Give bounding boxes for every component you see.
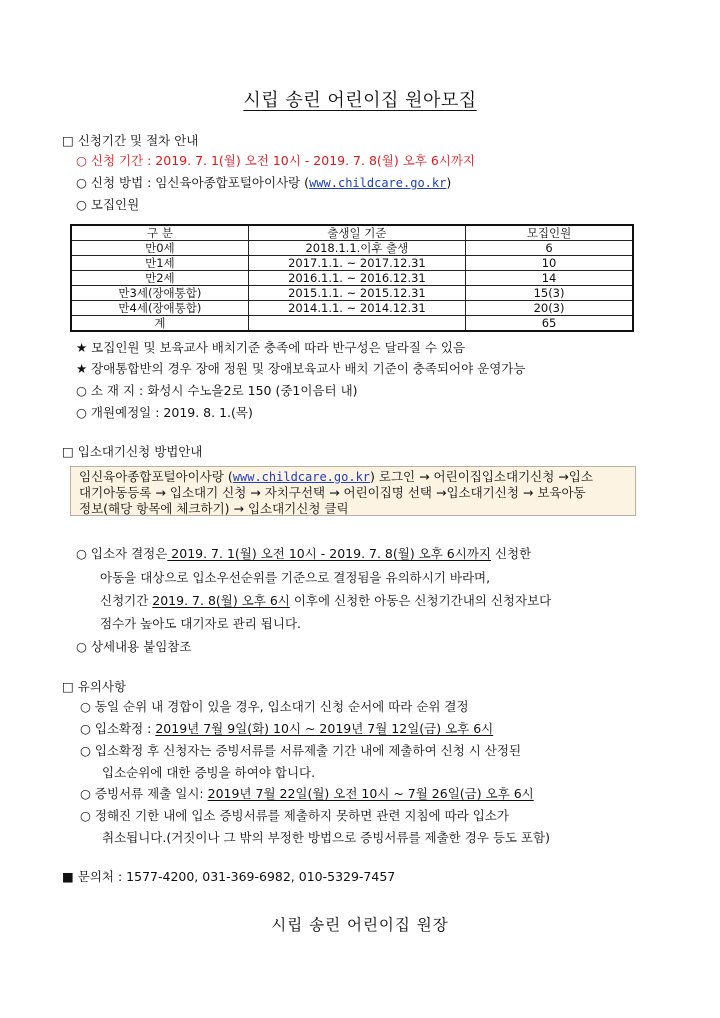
decision-period: 2019. 7. 1(월) 오전 10시 - 2019. 7. 8(월) 오후 6시까지 bbox=[167, 546, 491, 561]
application-period: ○ 신청 기간 : 2019. 7. 1(월) 오전 10시 - 2019. 7. 8(월) 오후 6시까지 bbox=[76, 153, 476, 168]
caution-item-2 bbox=[80, 721, 493, 737]
table-cell: 10 bbox=[466, 256, 633, 271]
section-header-cautions: □ 유의사항 bbox=[62, 679, 127, 694]
procedure-line-2: 대기아동등록 → 입소대기 신청 → 자치구선택 → 어린이집명 선택 →입소대기신청 → 보육아동 bbox=[79, 485, 586, 500]
decision-line3-suffix: 이후에 신청한 아동은 신청기간내의 신청자보다 bbox=[289, 593, 552, 608]
signature: 시립 송린 어린이집 원장 bbox=[271, 916, 449, 934]
caution-item-3: ○ 입소확정 후 신청자는 증빙서류를 서류제출 기간 내에 제출하여 신청 시 산정된 bbox=[80, 743, 522, 758]
method-prefix: ○ 신청 방법 : 임신육아종합포털아이사랑 ( bbox=[76, 175, 310, 190]
table-cell: 15(3) bbox=[466, 286, 633, 301]
table-cell: 만1세 bbox=[71, 256, 248, 271]
table-row bbox=[71, 271, 633, 286]
table-cell: 14 bbox=[466, 271, 633, 286]
decision-line-1 bbox=[76, 546, 531, 562]
table-row bbox=[71, 301, 633, 316]
recruit-label: ○ 모집인원 bbox=[76, 197, 140, 212]
location: ○ 소 재 지 : 화성시 수노을2로 150 (중1이음터 내) bbox=[76, 383, 358, 398]
table-header: 모집인원 bbox=[466, 225, 633, 241]
decision-prefix: ○ 입소자 결정은 bbox=[76, 546, 168, 561]
table-row bbox=[71, 241, 633, 256]
table-cell: 6 bbox=[466, 241, 633, 256]
childcare-link[interactable]: www.childcare.go.kr bbox=[232, 470, 371, 484]
confirm-prefix: ○ 입소확정 : bbox=[80, 721, 156, 736]
application-method bbox=[76, 175, 451, 191]
table-cell: 만3세(장애통합) bbox=[71, 286, 248, 301]
page-title: 시립 송린 어린이집 원아모집 bbox=[243, 90, 477, 111]
table-cell: 20(3) bbox=[466, 301, 633, 316]
table-header: 출생일 기준 bbox=[248, 225, 465, 241]
caution-item-3-cont: 입소순위에 대한 증빙을 하여야 합니다. bbox=[102, 765, 316, 780]
caution-item-1: ○ 동일 순위 내 경합이 있을 경우, 입소대기 신청 순서에 따라 순위 결정 bbox=[80, 699, 469, 714]
table-cell: 만0세 bbox=[71, 241, 248, 256]
decision-line-2: 아동을 대상으로 입소우선순위를 기준으로 결정됨을 유의하시기 바라며, bbox=[100, 570, 491, 585]
decision-suffix: 신청한 bbox=[490, 546, 532, 561]
childcare-link[interactable]: www.childcare.go.kr bbox=[309, 176, 447, 190]
table-cell: 만4세(장애통합) bbox=[71, 301, 248, 316]
decision-line-3 bbox=[100, 593, 551, 609]
method-suffix: ) bbox=[446, 175, 452, 190]
confirm-period: 2019년 7월 9일(화) 10시 ~ 2019년 7월 12일(금) 오후 6시 bbox=[155, 721, 494, 736]
recruit-table bbox=[70, 224, 634, 332]
caution-item-5: ○ 정해진 기한 내에 입소 증빙서류를 제출하지 못하면 관련 지침에 따라 입소가 bbox=[80, 808, 509, 823]
table-cell: 2018.1.1.이후 출생 bbox=[248, 241, 465, 256]
procedure-line-1 bbox=[79, 469, 627, 485]
caution-item-5-cont: 취소됩니다.(거짓이나 그 밖의 부정한 방법으로 증빙서류를 제출한 경우 등도 포함) bbox=[102, 830, 550, 845]
table-total-label: 계 bbox=[71, 316, 248, 332]
table-header-row bbox=[71, 225, 633, 241]
table-cell: 2016.1.1. ~ 2016.12.31 bbox=[248, 271, 465, 286]
table-cell: 만2세 bbox=[71, 271, 248, 286]
note-class-composition: ★ 모집인원 및 보육교사 배치기준 충족에 따라 반구성은 달라질 수 있음 bbox=[76, 340, 466, 355]
table-row bbox=[71, 256, 633, 271]
decision-line-4: 점수가 높아도 대기자로 관리 됩니다. bbox=[100, 616, 301, 631]
contact-info: ■ 문의처 : 1577-4200, 031-369-6982, 010-5329-7457 bbox=[62, 869, 396, 884]
note-integrated-class: ★ 장애통합반의 경우 장애 정원 및 장애보육교사 배치 기준이 충족되어야 운영가능 bbox=[76, 361, 526, 376]
table-cell: 2014.1.1. ~ 2014.12.31 bbox=[248, 301, 465, 316]
table-cell: 2017.1.1. ~ 2017.12.31 bbox=[248, 256, 465, 271]
section-header-waitlist: □ 입소대기신청 방법안내 bbox=[62, 444, 203, 459]
table-cell: 2015.1.1. ~ 2015.12.31 bbox=[248, 286, 465, 301]
caution-item-4 bbox=[80, 786, 534, 802]
table-total-row bbox=[71, 316, 633, 332]
procedure-suffix: ) 로그인 → 어린이집입소대기신청 →입소 bbox=[370, 469, 593, 484]
decision-deadline: 2019. 7. 8(월) 오후 6시 bbox=[152, 593, 290, 608]
procedure-line-3: 정보(해당 항목에 체크하기) → 입소대기신청 클릭 bbox=[79, 501, 349, 516]
submission-period: 2019년 7월 22일(월) 오전 10시 ~ 7월 26일(금) 오후 6시 bbox=[207, 786, 534, 801]
table-total-value: 65 bbox=[466, 316, 633, 332]
submission-prefix: ○ 증빙서류 제출 일시: bbox=[80, 786, 208, 801]
opening-date: ○ 개원예정일 : 2019. 8. 1.(목) bbox=[76, 405, 253, 420]
decision-line3-prefix: 신청기간 bbox=[100, 593, 153, 608]
waitlist-procedure-box bbox=[70, 466, 636, 516]
table-header: 구 분 bbox=[71, 225, 248, 241]
detail-reference: ○ 상세내용 붙임참조 bbox=[76, 639, 192, 654]
procedure-prefix: 임신육아종합포털아이사랑 ( bbox=[79, 469, 233, 484]
table-cell-empty bbox=[248, 316, 465, 332]
section-header-application: □ 신청기간 및 절차 안내 bbox=[62, 133, 199, 148]
table-row bbox=[71, 286, 633, 301]
